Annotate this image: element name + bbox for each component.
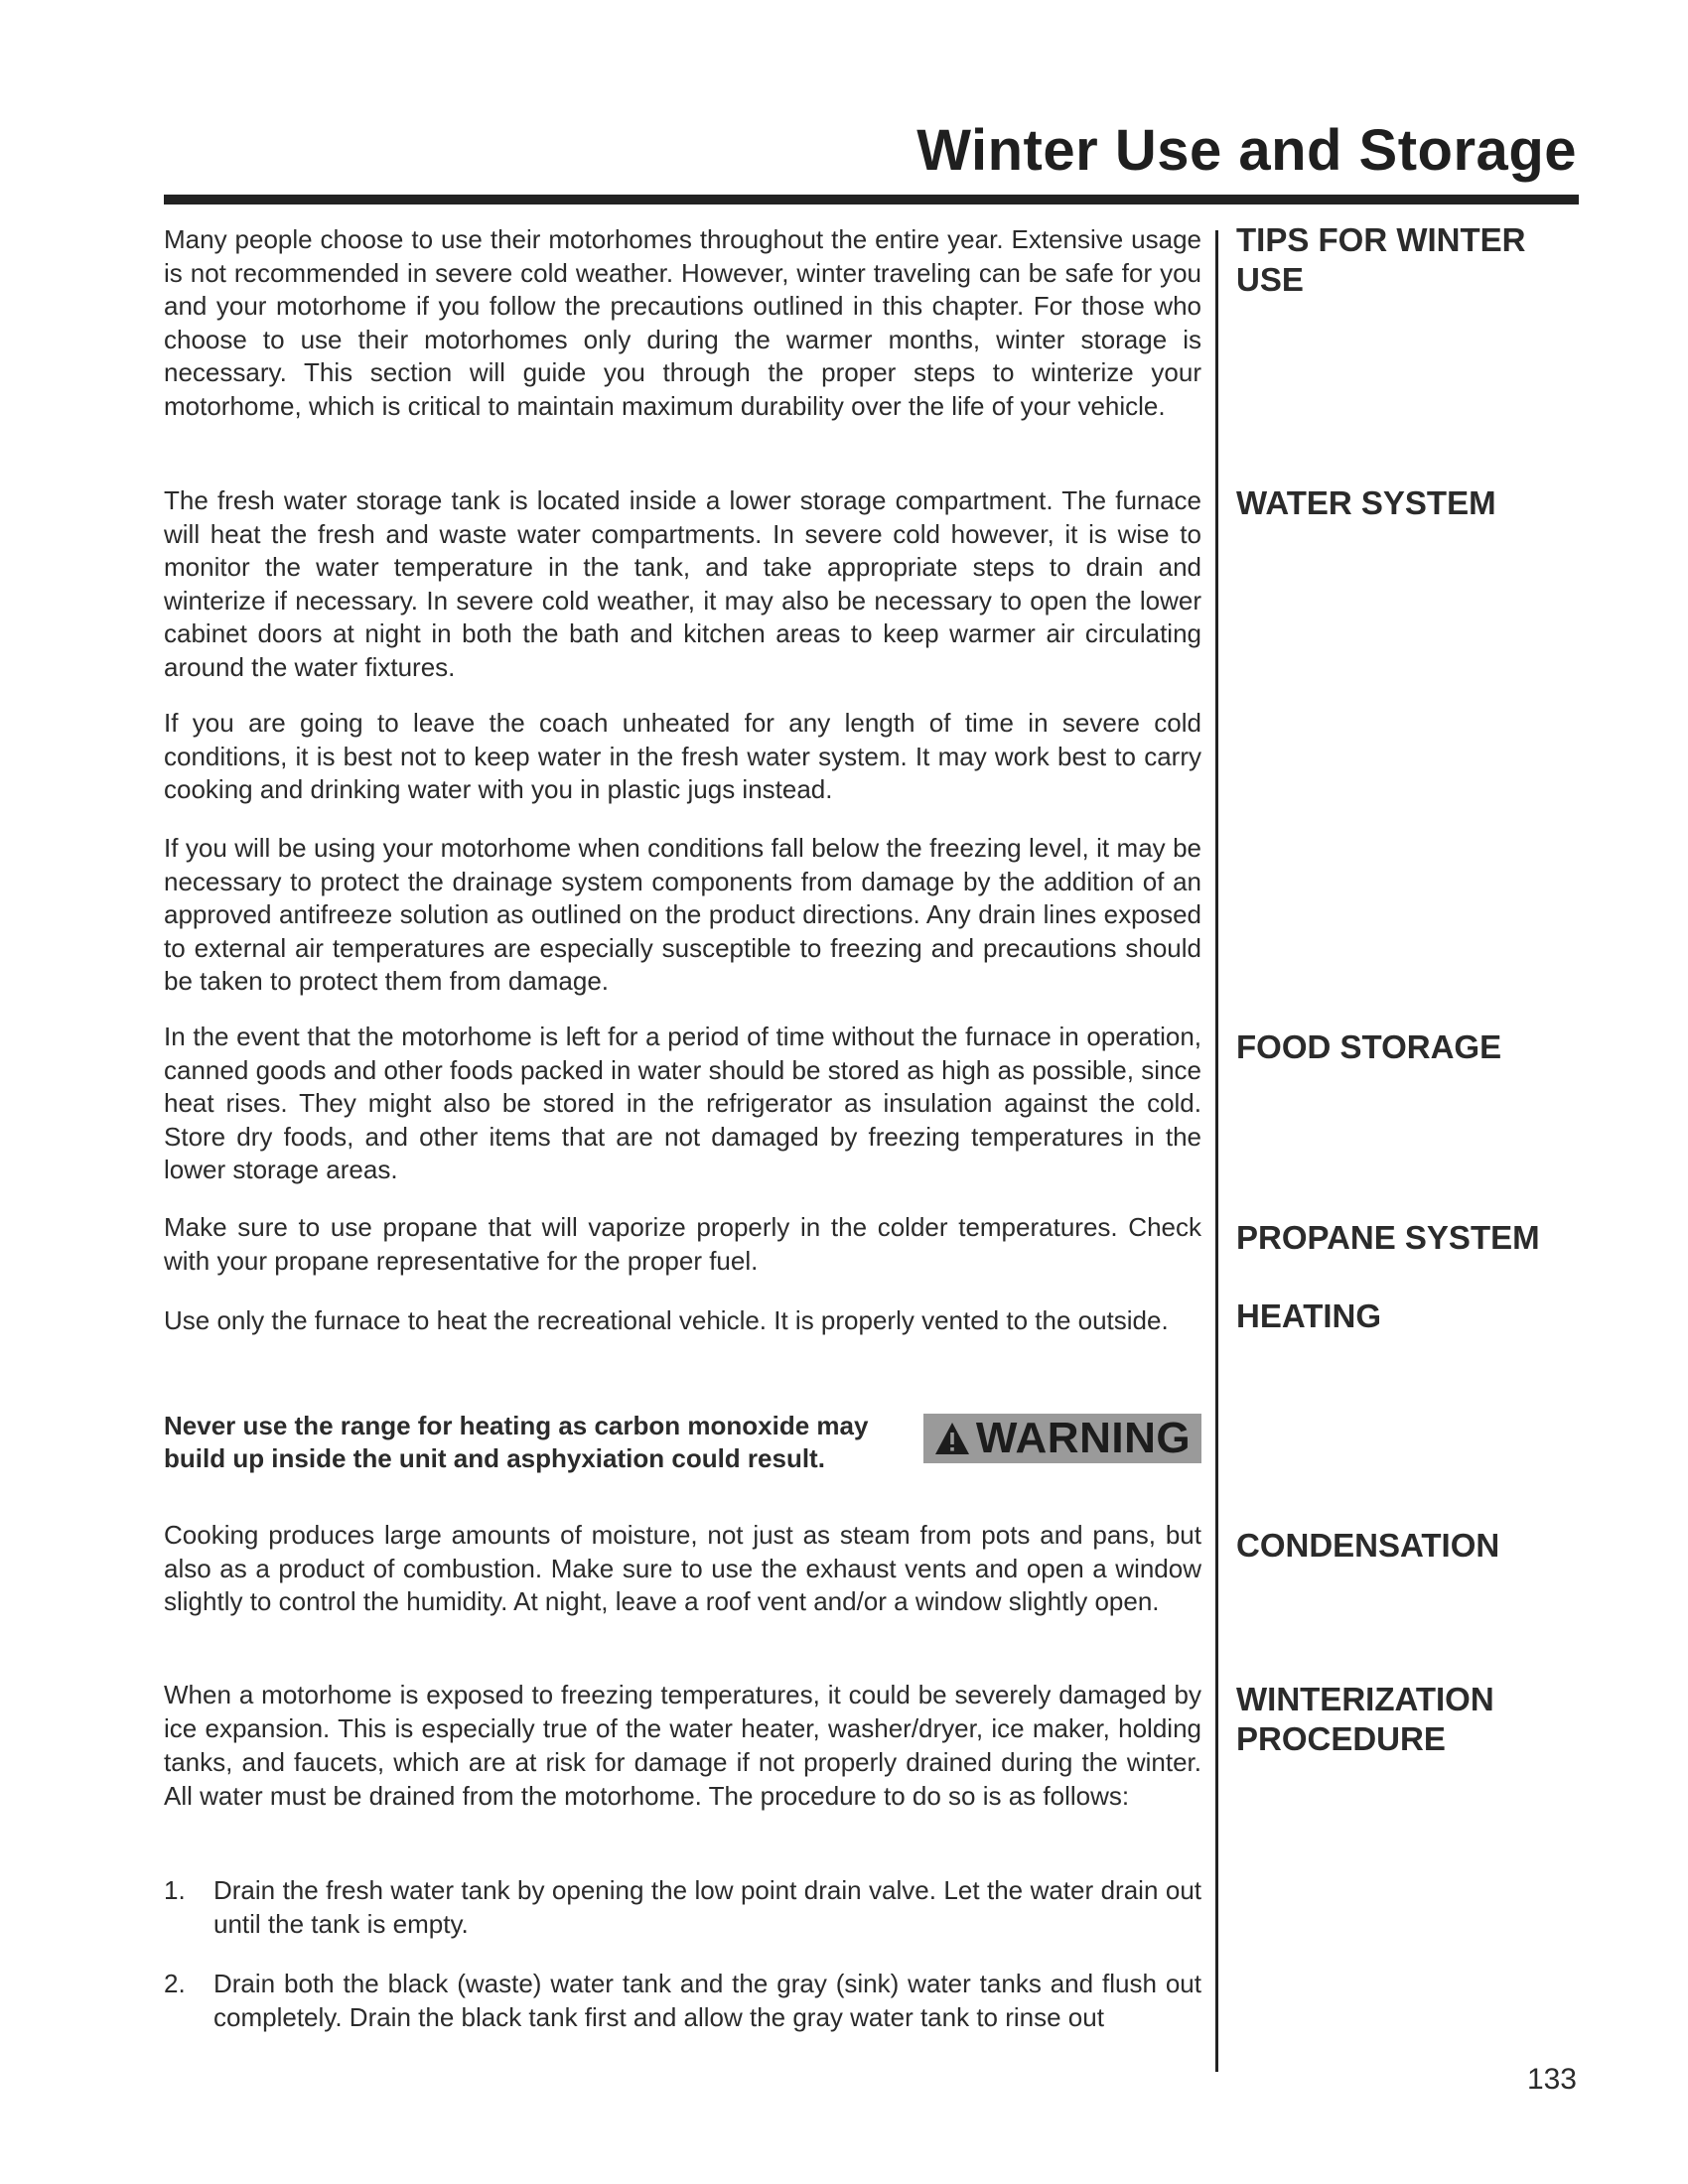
warning-triangle-icon bbox=[934, 1422, 970, 1455]
paragraph-unheated-coach: If you are going to leave the coach unheated for any length of time in severe cold conditions, it is best not to keep water in the fresh water system. It may work best to carry cooking and drinking water with you in plastic jugs instead. bbox=[164, 708, 1201, 804]
heading-winterization-procedure: WINTERIZATION PROCEDURE bbox=[1236, 1681, 1494, 1757]
paragraph-condensation: Cooking produces large amounts of moisture, not just as steam from pots and pans, but also as a product of combustion. Make sure to use the exhaust vents and open a window slightly to control the humidity. At night, leave a roof vent and/or a window slightly open. bbox=[164, 1520, 1201, 1616]
list-item-number: 1. bbox=[164, 1875, 186, 1905]
paragraph-heating: Use only the furnace to heat the recreational vehicle. It is properly vented to the outside. bbox=[164, 1305, 1169, 1335]
heading-tips-for-winter-use: TIPS FOR WINTER USE bbox=[1236, 221, 1526, 298]
paragraph-food-storage: In the event that the motorhome is left for a period of time without the furnace in operation, canned goods and other foods packed in water should be stored as high as possible, since heat rises. They might also be stored in the refrigerator as insulation against the cold. Store dry foods, and other items that are not damaged by freezing temperatures in the lower storage areas. bbox=[164, 1022, 1201, 1184]
heading-propane-system: PROPANE SYSTEM bbox=[1236, 1219, 1540, 1256]
heading-heating: HEATING bbox=[1236, 1297, 1382, 1334]
paragraph-winterization: When a motorhome is exposed to freezing temperatures, it could be severely damaged by ice expansion. This is especially true of the water heater, washer/dryer, ice maker, holding tanks, and faucets, which are at risk for damage if not properly drained during the winter. All water must be drained from the motorhome. The procedure to do so is as follows: bbox=[164, 1680, 1201, 1811]
warning-label: WARNING bbox=[975, 1414, 1192, 1462]
title-rule bbox=[164, 195, 1579, 205]
list-item-text: Drain both the black (waste) water tank and the gray (sink) water tanks and flush out completely. Drain the black tank first and allow the gray water tank to rinse out bbox=[213, 1969, 1201, 2032]
paragraph-water-tank: The fresh water storage tank is located inside a lower storage compartment. The furnace will heat the fresh and waste water compartments. In severe cold however, it is wise to monitor the water temperature in the tank, and take appropriate steps to drain and winterize if necessary. In severe cold weather, it may also be necessary to open the lower cabinet doors at night in both the bath and kitchen areas to keep warmer air circulating around the water fixtures. bbox=[164, 485, 1201, 682]
column-divider bbox=[1215, 230, 1218, 2072]
paragraph-intro: Many people choose to use their motorhomes throughout the entire year. Extensive usage is not recommended in severe cold weather. However, winter traveling can be safe for you and your motorhome if you follow the precautions outlined in this chapter. For those who choose to use their motorhomes only during the warmer months, winter storage is necessary. This section will guide you through the proper steps to winterize your motorhome, which is critical to maintain maximum durability over the life of your vehicle. bbox=[164, 224, 1201, 421]
list-item bbox=[164, 1968, 1201, 2034]
heading-water-system: WATER SYSTEM bbox=[1236, 484, 1496, 521]
page-title: Winter Use and Storage bbox=[916, 118, 1577, 183]
heading-food-storage: FOOD STORAGE bbox=[1236, 1028, 1502, 1065]
paragraph-antifreeze: If you will be using your motorhome when conditions fall below the freezing level, it may be necessary to protect the drainage system components from damage by the addition of an approved antifreeze solution as outlined on the product directions. Any drain lines exposed to external air temperatures are especially susceptible to freezing and precautions should be taken to protect them from damage. bbox=[164, 833, 1201, 996]
list-item-number: 2. bbox=[164, 1969, 186, 1998]
heading-condensation: CONDENSATION bbox=[1236, 1527, 1500, 1564]
warning-badge bbox=[923, 1414, 1201, 1463]
list-item bbox=[164, 1874, 1201, 1941]
paragraph-propane: Make sure to use propane that will vaporize properly in the colder temperatures. Check with your propane representative for the proper fuel. bbox=[164, 1212, 1201, 1276]
list-item-text: Drain the fresh water tank by opening the low point drain valve. Let the water drain out until the tank is empty. bbox=[213, 1875, 1201, 1939]
page-number: 133 bbox=[1526, 2063, 1577, 2096]
warning-message: Never use the range for heating as carbon monoxide may build up inside the unit and asphyxiation could result. bbox=[164, 1411, 869, 1473]
